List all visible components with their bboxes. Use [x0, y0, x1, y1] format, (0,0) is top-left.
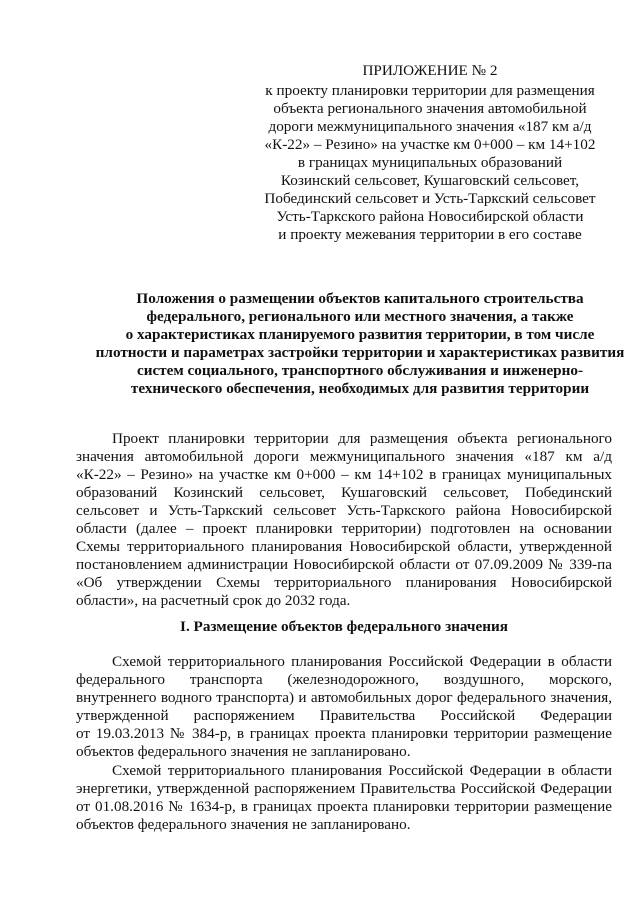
paragraph-line: энергетики, утвержденной распоряжением Правительства Российской Федерации	[76, 780, 612, 797]
paragraph-line: «К-22» – Резино» на участке км 0+000 – км 14+102 в границах муниципальных	[76, 466, 612, 483]
appendix-line: Козинский сельсовет, Кушаговский сельсовет,	[280, 172, 580, 189]
appendix-line: дороги межмуниципального значения «187 км а/д	[268, 118, 592, 135]
title-line: систем социального, транспортного обслуживания и инженерно-	[136, 362, 584, 379]
paragraph-line: значения автомобильной дороги межмуниципального значения «187 км а/д	[76, 448, 612, 465]
appendix-line: в границах муниципальных образований	[297, 154, 563, 171]
paragraph-line: сельсовет и Усть-Таркский сельсовет Усть-Таркского района Новосибирской	[76, 502, 612, 519]
paragraph-line: постановлением администрации Новосибирской области от 07.09.2009 № 339-па	[76, 556, 612, 573]
paragraph-line: утвержденной распоряжением Правительства Российской Федерации	[76, 707, 612, 724]
paragraph-line: «Об утверждении Схемы территориального планирования Новосибирской	[76, 574, 612, 591]
appendix-line: Побединский сельсовет и Усть-Таркский сельсовет	[264, 190, 596, 207]
appendix-line: к проекту планировки территории для размещения	[265, 82, 595, 99]
title-line: Положения о размещении объектов капитального строительства	[136, 290, 584, 307]
paragraph-line: образований Козинский сельсовет, Кушаговский сельсовет, Побединский	[76, 484, 612, 501]
title-line: федерального, регионального или местного значения, а также	[146, 308, 574, 325]
appendix-line: «К-22» – Резино» на участке км 0+000 – км 14+102	[264, 136, 596, 153]
paragraph-line: внутреннего водного транспорта) и автомобильных дорог федерального значения,	[76, 689, 612, 706]
title-line: технического обеспечения, необходимых для развития территории	[130, 380, 590, 397]
paragraph-line: области», на расчетный срок до 2032 года.	[76, 592, 351, 609]
paragraph-line: области (далее – проект планировки территории) подготовлен на основании	[76, 520, 612, 537]
appendix-line: и проекту межевания территории в его составе	[278, 226, 582, 243]
paragraph-line: Схемы территориального планирования Новосибирской области, утвержденной	[76, 538, 612, 555]
paragraph-line: от 01.08.2016 № 1634-р, в границах проекта планировки территории размещение	[76, 798, 612, 815]
title-line: плотности и параметрах застройки территории и характеристиках развития	[95, 344, 625, 361]
paragraph-line: объектов федерального значения не запланировано.	[76, 816, 411, 833]
paragraph-line: Схемой территориального планирования Российской Федерации в области	[112, 653, 612, 670]
paragraph-line: от 19.03.2013 № 384-р, в границах проекта планировки территории размещение	[76, 725, 612, 742]
appendix-heading: ПРИЛОЖЕНИЕ № 2	[362, 62, 498, 79]
appendix-line: объекта регионального значения автомобильной	[273, 100, 587, 117]
paragraph-line: Схемой территориального планирования Российской Федерации в области	[112, 762, 612, 779]
paragraph-line: объектов федерального значения не запланировано.	[76, 743, 411, 760]
paragraph-line: федерального транспорта (железнодорожного, воздушного, морского,	[76, 671, 612, 688]
appendix-line: Усть-Таркского района Новосибирской области	[276, 208, 584, 225]
title-line: о характеристиках планируемого развития территории, в том числе	[125, 326, 595, 343]
section-heading: I. Размещение объектов федерального значения	[180, 618, 508, 635]
paragraph-line: Проект планировки территории для размещения объекта регионального	[112, 430, 612, 447]
